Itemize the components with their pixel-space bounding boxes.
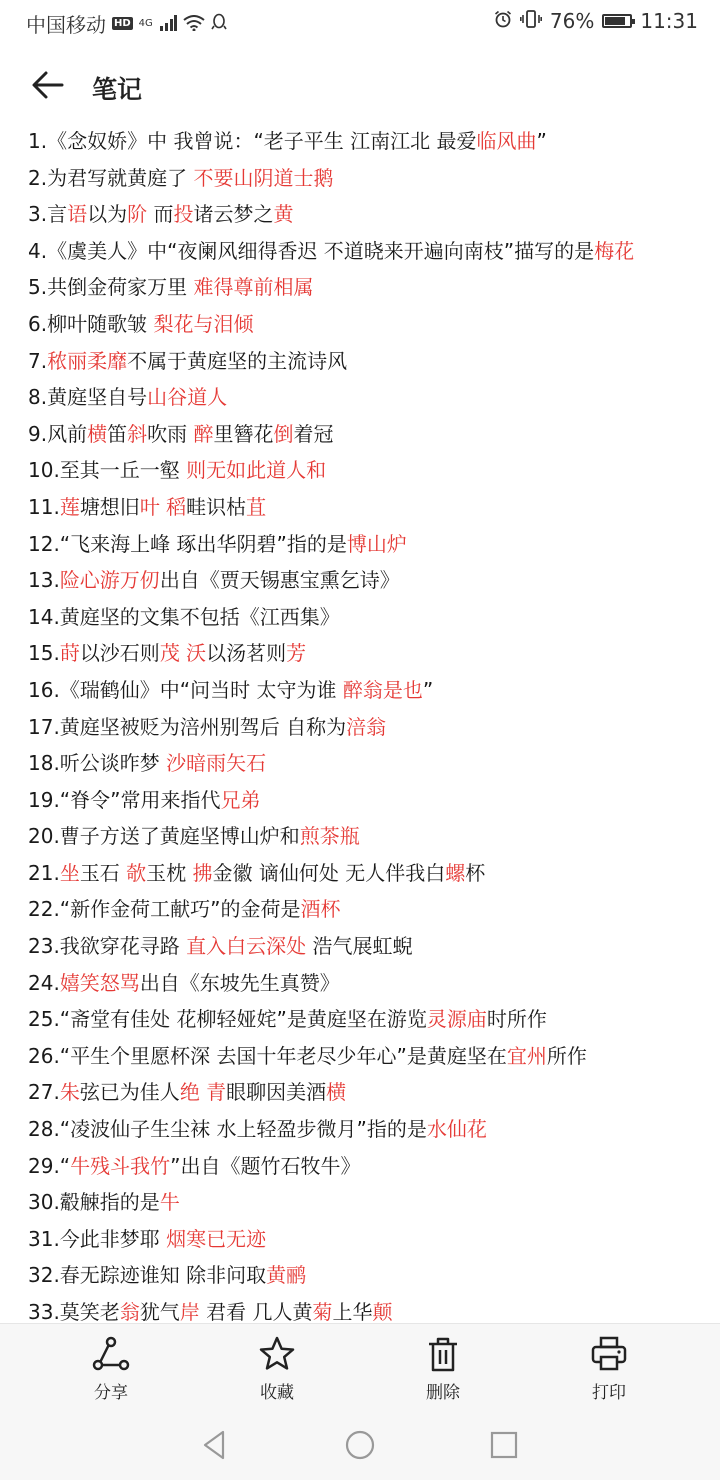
note-line xyxy=(28,1257,718,1294)
note-line xyxy=(28,416,718,453)
qq-icon xyxy=(211,12,227,36)
note-text: 塘想旧 xyxy=(79,494,140,519)
note-text: 畦识枯 xyxy=(186,494,247,519)
highlighted-text: 宜州 xyxy=(506,1043,547,1068)
note-text: 24. xyxy=(28,970,60,995)
share-label: 分享 xyxy=(94,1383,128,1403)
note-text: 4.《虞美人》中“夜阑风细得香迟 不道晓来开遍向南枝”描写的是 xyxy=(28,238,595,263)
vibrate-icon xyxy=(520,9,542,33)
note-line xyxy=(28,635,718,672)
note-text: 6.柳叶随歌皱 xyxy=(28,311,154,336)
note-line xyxy=(28,343,718,380)
triangle-back-icon xyxy=(197,1428,231,1462)
highlighted-text: 则无如此道人和 xyxy=(186,458,327,483)
circle-home-icon xyxy=(343,1428,377,1462)
note-line xyxy=(28,1184,718,1221)
note-line xyxy=(28,1038,718,1075)
status-left xyxy=(26,9,227,38)
note-text: 21. xyxy=(28,860,60,885)
highlighted-text: 菊 xyxy=(312,1300,333,1323)
note-text: 26.“平生个里愿杯深 去国十年老尽少年心”是黄庭坚在 xyxy=(28,1043,507,1068)
highlighted-text: 难得尊前相属 xyxy=(193,275,314,300)
note-text: ” xyxy=(422,677,434,702)
note-text: 诸云梦之 xyxy=(193,202,274,227)
highlighted-text: 秾丽柔靡 xyxy=(47,348,128,373)
note-line xyxy=(28,855,718,892)
note-text: 吹雨 xyxy=(147,421,194,446)
note-line xyxy=(28,782,718,819)
highlighted-text: 兄弟 xyxy=(220,787,261,812)
note-line xyxy=(28,599,718,636)
note-line xyxy=(28,123,718,160)
print-button[interactable] xyxy=(569,1336,649,1403)
star-icon xyxy=(258,1336,296,1372)
note-text: 玉枕 xyxy=(146,860,193,885)
note-text: 20.曹子方送了黄庭坚博山炉和 xyxy=(28,824,300,849)
print-label: 打印 xyxy=(592,1383,626,1403)
highlighted-text: 莳 xyxy=(59,641,80,666)
highlighted-text: 绝 青 xyxy=(179,1080,227,1105)
highlighted-text: 不要山阴道士鹅 xyxy=(193,165,334,190)
highlighted-text: 山谷道人 xyxy=(147,385,228,410)
highlighted-text: 语 xyxy=(67,202,88,227)
note-text: 19.“脊令”常用来指代 xyxy=(28,787,221,812)
highlighted-text: 黄 xyxy=(273,202,294,227)
highlighted-text: 黄鹂 xyxy=(266,1263,307,1288)
note-text: 玉石 xyxy=(79,860,127,885)
trash-icon xyxy=(424,1336,462,1372)
highlighted-text: 水仙花 xyxy=(426,1117,487,1142)
note-text: 9.风前 xyxy=(28,421,88,446)
note-line xyxy=(28,891,718,928)
highlighted-text: 芳 xyxy=(286,641,307,666)
favorite-label: 收藏 xyxy=(260,1383,294,1403)
status-right xyxy=(494,9,698,33)
note-line xyxy=(28,672,718,709)
status-bar xyxy=(0,0,720,44)
printer-icon xyxy=(590,1336,628,1372)
note-text: 而 xyxy=(147,202,174,227)
note-text: 5.共倒金荷家万里 xyxy=(28,275,194,300)
note-text: 10.至其一丘一壑 xyxy=(28,458,187,483)
back-arrow-icon xyxy=(28,64,70,106)
system-nav-bar xyxy=(0,1410,720,1480)
share-icon xyxy=(92,1336,130,1372)
note-text: 14.黄庭坚的文集不包括《江西集》 xyxy=(28,604,340,629)
note-text: 3.言 xyxy=(28,202,68,227)
note-text: 金徽 谪仙何处 无人伴我白 xyxy=(212,860,446,885)
note-line xyxy=(28,709,718,746)
note-line xyxy=(28,1148,718,1185)
highlighted-text: 醉 xyxy=(193,421,214,446)
note-line xyxy=(28,928,718,965)
note-text: 32.春无踪迹谁知 除非问取 xyxy=(28,1263,267,1288)
note-text: 17.黄庭坚被贬为涪州别驾后 自称为 xyxy=(28,714,347,739)
highlighted-text: 横 xyxy=(326,1080,347,1105)
note-text: 时所作 xyxy=(486,1007,547,1032)
network-type: 4G xyxy=(138,18,153,29)
page-title: 笔记 xyxy=(92,75,143,104)
share-button[interactable] xyxy=(71,1336,151,1403)
note-text: 出自《贾天锡惠宝熏乞诗》 xyxy=(159,568,400,593)
note-text: 1.《念奴娇》中 我曾说：“老子平生 江南江北 最爱 xyxy=(28,129,477,153)
delete-label: 删除 xyxy=(426,1383,460,1403)
battery-icon xyxy=(602,14,632,28)
note-text: 12.“飞来海上峰 琢出华阴碧”指的是 xyxy=(28,531,347,556)
highlighted-text: 倒 xyxy=(273,421,294,446)
note-text: 以为 xyxy=(87,202,128,227)
highlighted-text: 博山炉 xyxy=(346,531,407,556)
bottom-action-bar xyxy=(0,1323,720,1411)
highlighted-text: 直入白云深处 xyxy=(186,934,307,959)
highlighted-text: 险心游万仞 xyxy=(59,568,160,593)
note-text: 着冠 xyxy=(293,421,334,446)
note-text: 浩气展虹蜺 xyxy=(306,934,413,959)
note-text: 不属于黄庭坚的主流诗风 xyxy=(127,348,348,373)
highlighted-text: 欹 xyxy=(126,860,147,885)
nav-back-button[interactable] xyxy=(197,1428,231,1462)
app-bar xyxy=(0,44,720,126)
highlighted-text: 酒杯 xyxy=(300,897,341,922)
note-text: 33.莫笑老 xyxy=(28,1300,120,1323)
nav-recents-button[interactable] xyxy=(487,1428,521,1462)
note-line xyxy=(28,965,718,1002)
highlighted-text: 梨花与泪倾 xyxy=(153,311,254,336)
note-text: 君看 几人黄 xyxy=(199,1300,313,1323)
clock: 11:31 xyxy=(640,9,698,33)
highlighted-text: 横 xyxy=(87,421,108,446)
highlighted-text: 醉翁是也 xyxy=(342,677,423,702)
note-text: 13. xyxy=(28,568,60,593)
note-line xyxy=(28,1294,718,1323)
battery-percent: 76% xyxy=(549,9,595,33)
highlighted-text: 临风曲 xyxy=(476,129,537,153)
highlighted-text: 烟寒已无迹 xyxy=(166,1226,267,1251)
note-line xyxy=(28,526,718,563)
note-line xyxy=(28,160,718,197)
note-line xyxy=(28,1221,718,1258)
note-text: 笛 xyxy=(107,421,128,446)
note-text: 27. xyxy=(28,1080,60,1105)
alarm-icon xyxy=(494,9,512,33)
note-text: 2.为君写就黄庭了 xyxy=(28,165,194,190)
note-text: 29.“ xyxy=(28,1153,71,1178)
highlighted-text: 灵源庙 xyxy=(426,1007,487,1032)
note-line xyxy=(28,452,718,489)
highlighted-text: 嬉笑怒骂 xyxy=(59,970,140,995)
note-line xyxy=(28,306,718,343)
note-line xyxy=(28,1001,718,1038)
note-text: 28.“凌波仙子生尘袜 水上轻盈步微月”指的是 xyxy=(28,1117,427,1142)
highlighted-text: 叶 稻 xyxy=(139,494,187,519)
note-text: 8.黄庭坚自号 xyxy=(28,385,148,410)
note-text: 30.觳觫指的是 xyxy=(28,1190,160,1215)
note-text: 犹气 xyxy=(139,1300,180,1323)
favorite-button[interactable] xyxy=(237,1336,317,1403)
highlighted-text: 拂 xyxy=(192,860,213,885)
note-line xyxy=(28,269,718,306)
note-line xyxy=(28,489,718,526)
note-line xyxy=(28,562,718,599)
back-button[interactable] xyxy=(28,64,70,106)
note-line xyxy=(28,233,718,270)
note-text: 16.《瑞鹤仙》中“问当时 太守为谁 xyxy=(28,677,343,702)
note-text: 18.听公谈昨梦 xyxy=(28,751,167,776)
note-line xyxy=(28,196,718,233)
note-text: 22.“新作金荷工献巧”的金荷是 xyxy=(28,897,301,922)
note-text: 7. xyxy=(28,348,48,373)
square-recents-icon xyxy=(487,1428,521,1462)
hd-icon: HD xyxy=(114,18,131,29)
highlighted-text: 牛残斗我竹 xyxy=(70,1153,171,1178)
note-text: 25.“斋堂有佳处 花柳轻娅姹”是黄庭坚在游览 xyxy=(28,1007,427,1032)
note-text: 11. xyxy=(28,494,60,519)
highlighted-text: 颠 xyxy=(372,1300,393,1323)
note-text: 里簪花 xyxy=(213,421,274,446)
note-text: 眼聊因美酒 xyxy=(226,1080,327,1105)
note-text: 23.我欲穿花寻路 xyxy=(28,934,187,959)
note-content[interactable] xyxy=(28,123,718,1323)
wifi-icon xyxy=(183,12,205,36)
note-line xyxy=(28,818,718,855)
highlighted-text: 投 xyxy=(173,202,194,227)
note-text: 以汤茗则 xyxy=(206,641,287,666)
note-text: 弦已为佳人 xyxy=(79,1080,180,1105)
highlighted-text: 斜 xyxy=(127,421,148,446)
highlighted-text: 沙暗雨矢石 xyxy=(166,751,267,776)
note-text: 杯 xyxy=(465,860,486,885)
highlighted-text: 煎茶瓶 xyxy=(299,824,360,849)
highlighted-text: 朱 xyxy=(59,1080,80,1105)
highlighted-text: 牛 xyxy=(159,1190,180,1215)
highlighted-text: 莲 xyxy=(59,494,80,519)
carrier-label: 中国移动 xyxy=(26,13,106,37)
highlighted-text: 翁 xyxy=(119,1300,140,1323)
delete-button[interactable] xyxy=(403,1336,483,1403)
note-line xyxy=(28,379,718,416)
note-line xyxy=(28,1074,718,1111)
highlighted-text: 螺 xyxy=(445,860,466,885)
highlighted-text: 阶 xyxy=(127,202,148,227)
note-line xyxy=(28,745,718,782)
nav-home-button[interactable] xyxy=(343,1428,377,1462)
highlighted-text: 茂 沃 xyxy=(159,641,207,666)
highlighted-text: 苴 xyxy=(246,494,267,519)
highlighted-text: 岸 xyxy=(179,1300,200,1323)
note-text: 上华 xyxy=(332,1300,373,1323)
note-line xyxy=(28,1111,718,1148)
note-text: 15. xyxy=(28,641,60,666)
note-text: 以沙石则 xyxy=(79,641,160,666)
note-text: ” xyxy=(536,129,547,153)
highlighted-text: 坐 xyxy=(59,860,80,885)
highlighted-text: 梅花 xyxy=(594,238,635,263)
signal-icon xyxy=(159,12,177,36)
note-text: 出自《东坡先生真赞》 xyxy=(139,970,340,995)
note-text: 所作 xyxy=(546,1043,587,1068)
note-text: 31.今此非梦耶 xyxy=(28,1226,167,1251)
highlighted-text: 涪翁 xyxy=(346,714,387,739)
note-text: ”出自《题竹石牧牛》 xyxy=(170,1153,361,1178)
